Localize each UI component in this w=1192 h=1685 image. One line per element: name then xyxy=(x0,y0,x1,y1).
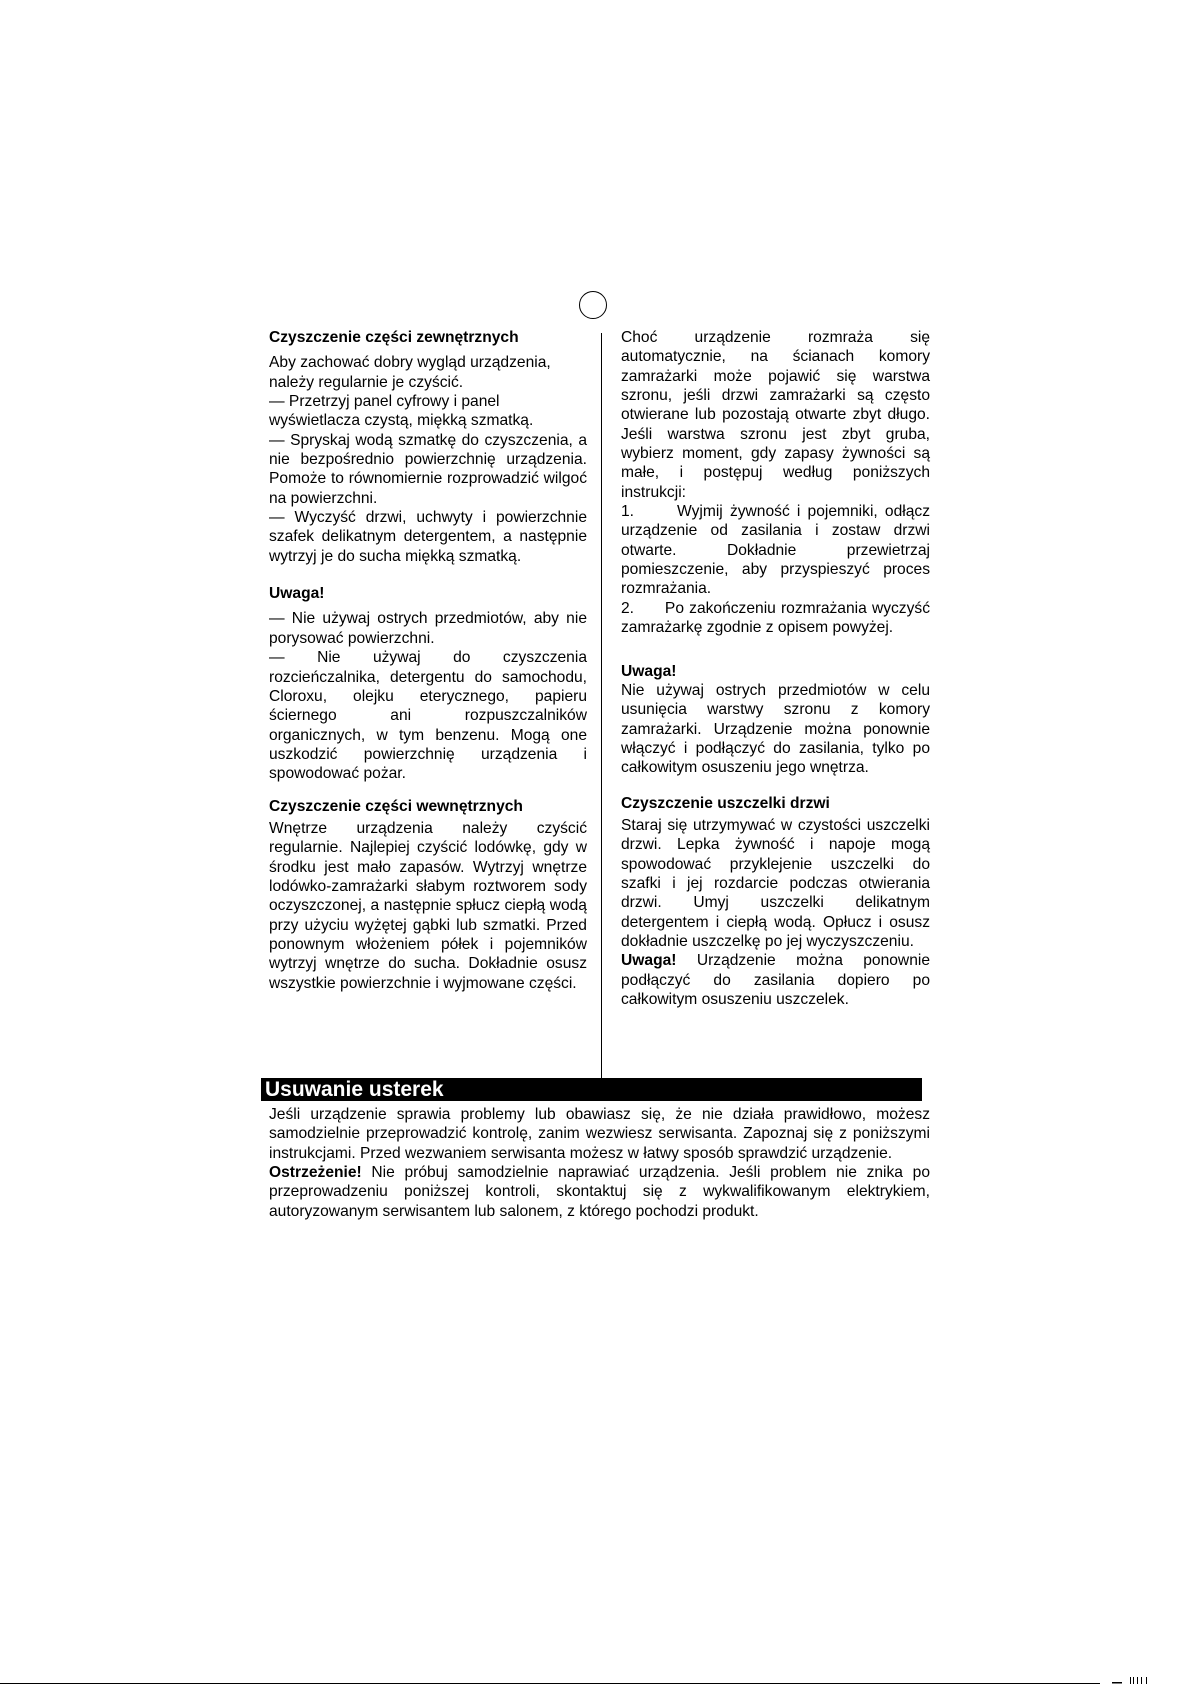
left-column xyxy=(269,328,587,993)
exterior-cleaning-intro: Aby zachować dobry wygląd urządzenia, należy regularnie je czyścić. xyxy=(269,354,551,391)
right-column xyxy=(621,328,935,1009)
exterior-cleaning-item: — Przetrzyj panel cyfrowy i panel wyświetlacza czystą, miękką szmatką. xyxy=(269,393,534,430)
defrost-step: 1. Wyjmij żywność i pojemniki, odłącz urządzenie od zasilania i zostaw drzwi otwarte. Dokładnie przewietrzaj pomieszczenie, aby przyspieszyć proces rozmrażania. xyxy=(621,503,935,598)
freezer-warning-body: Nie używaj ostrych przedmiotów w celu usunięcia warstwy szronu z komory zamrażarki. Urządzenie można ponownie włączyć i podłączyć do zasilania, tylko po całkowitym osuszeniu jego wnętrza. xyxy=(621,681,930,777)
warning-item: — Nie używaj do czyszczenia rozcieńczalnika, detergentu do samochodu, Cloroxu, olejku eterycznego, papieru ściernego ani rozpuszczalników organicznych, w tym benzenu. Mogą one uszkodzić powierzchnię urządzenia i spowodować pożar. xyxy=(269,649,587,783)
warning-heading: Uwaga! xyxy=(269,585,325,603)
interior-cleaning-body: Wnętrze urządzenia należy czyścić regularnie. Najlepiej czyścić lodówkę, gdy w środku jest mało zapasów. Wytrzyj wnętrze lodówko-zamrażarki słabym roztworem sody oczyszczonej, a następnie spłucz ciepłą wodą przy użyciu wyżętej gąbki lub szmatki. Przed ponownym włożeniem półek i pojemników wytrzyj wnętrze do sucha. Dokładnie osusz wszystkie powierzchnie i wyjmowane części. xyxy=(269,819,587,992)
troubleshooting-title: Usuwanie usterek xyxy=(261,1078,922,1101)
door-seal-body: Staraj się utrzymywać w czystości uszczelki drzwi. Lepka żywność i napoje mogą spowodować przyklejenie uszczelki do szafki i jej rozdarcie podczas otwierania drzwi. Umyj uszczelki delikatnym detergentem i ciepłą wodą. Opłucz i osusz dokładnie uszczelkę po jej wyczyszczeniu. xyxy=(621,816,930,950)
door-seal-note xyxy=(621,951,930,1009)
defrost-step: 2. Po zakończeniu rozmrażania wyczyść zamrażarkę zgodnie z opisem powyżej. xyxy=(621,599,935,637)
exterior-cleaning-heading: Czyszczenie części zewnętrznych xyxy=(269,329,519,346)
interior-cleaning-heading: Czyszczenie części wewnętrznych xyxy=(269,797,523,815)
door-seal-note-label: Uwaga! xyxy=(621,952,677,970)
bottom-rule xyxy=(0,1683,1100,1684)
defrost-intro: Choć urządzenie rozmraża się automatycznie, na ścianach komory zamrażarki może pojawić się warstwa szronu, jeśli drzwi zamrażarki są często otwierane lub pozostają otwarte zbyt długo. Jeśli warstwa szronu jest zbyt gruba, wybierz moment, gdy zapasy żywności są małe, i postępuj według poniższych instrukcji: xyxy=(621,329,930,501)
troubleshooting-body: Jeśli urządzenie sprawia problemy lub obawiasz się, że nie działa prawidłowo, możesz samodzielnie przeprowadzić kontrolę, zanim wezwiesz serwisanta. Zapoznaj się z poniższymi instrukcjami. Przed wezwaniem serwisanta możesz w łatwy sposób sprawdzić urządzenie. xyxy=(269,1106,930,1162)
troubleshooting-warning-text: Nie próbuj samodzielnie naprawiać urządzenia. Jeśli problem nie znika po przeprowadzeniu poniższej kontroli, skontaktuj się z wykwalifikowanym elektrykiem, autoryzowanym serwisantem lub salonem, z którego pochodzi produkt. xyxy=(269,1164,930,1220)
exterior-cleaning-item: — Wyczyść drzwi, uchwyty i powierzchnie szafek delikatnym detergentem, a następnie wytrzyj je do sucha miękką szmatką. xyxy=(269,509,587,565)
page-number-circle xyxy=(579,291,607,319)
freezer-warning-heading: Uwaga! xyxy=(621,662,677,680)
troubleshooting-section xyxy=(269,1105,930,1221)
door-seal-note-text: Urządzenie można ponownie podłączyć do zasilania dopiero po całkowitym osuszeniu uszczelek. xyxy=(621,952,930,1008)
warning-item: — Nie używaj ostrych przedmiotów, aby nie porysować powierzchni. xyxy=(269,610,587,647)
door-seal-heading: Czyszczenie uszczelki drzwi xyxy=(621,794,830,812)
exterior-cleaning-item: — Spryskaj wodą szmatkę do czyszczenia, a nie bezpośrednio powierzchnię urządzenia. Pomoże to równomiernie rozprowadzić wilgoć na powierzchni. xyxy=(269,431,587,507)
troubleshooting-warning-label: Ostrzeżenie! xyxy=(269,1164,362,1182)
print-mark-icon xyxy=(1110,1675,1170,1685)
column-divider xyxy=(601,333,602,1078)
troubleshooting-warning xyxy=(269,1163,930,1221)
